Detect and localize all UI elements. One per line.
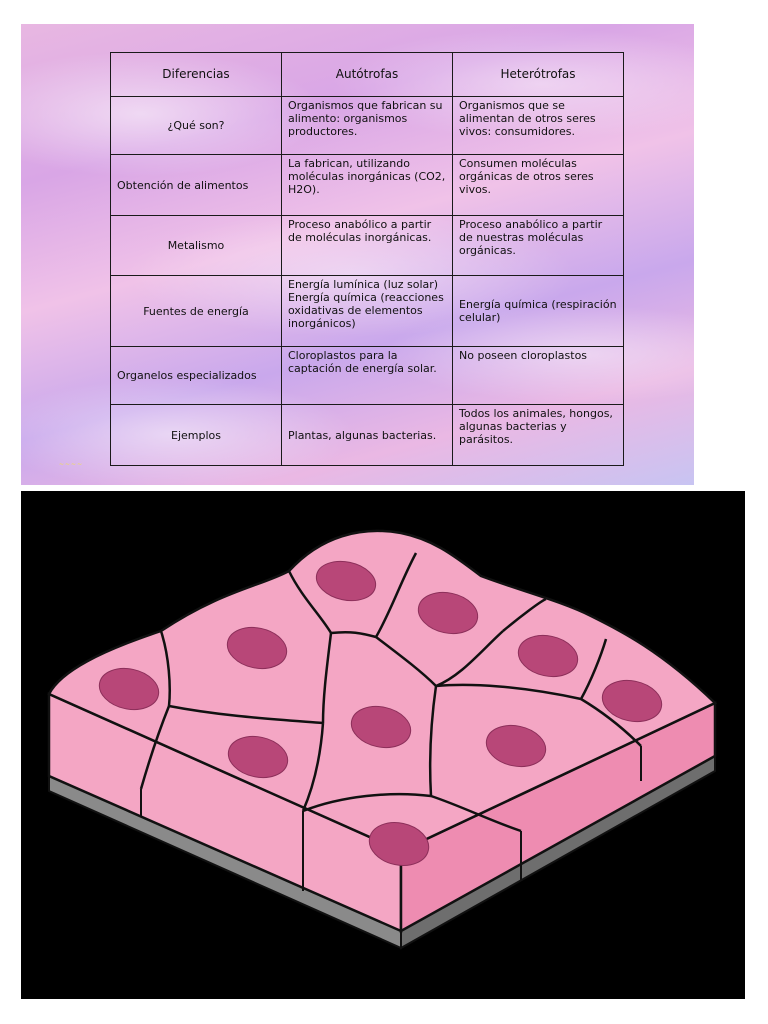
header-autotrofas: Autótrofas <box>282 53 453 97</box>
comparison-table-panel <box>21 24 694 485</box>
cell-autotrofas: Cloroplastos para la captación de energía solar. <box>282 347 453 405</box>
cell-autotrofas: La fabrican, utilizando moléculas inorgánicas (CO2, H2O). <box>282 155 453 216</box>
cell-heterotrofas: Energía química (respiración celular) <box>453 276 624 347</box>
table-row <box>111 216 624 276</box>
table-row <box>111 155 624 216</box>
row-label-metalismo: Metalismo <box>111 216 282 276</box>
header-diferencias: Diferencias <box>111 53 282 97</box>
cell-heterotrofas: Consumen moléculas orgánicas de otros seres vivos. <box>453 155 624 216</box>
epithelium-illustration-panel <box>21 491 745 999</box>
cell-heterotrofas: Organismos que se alimentan de otros seres vivos: consumidores. <box>453 97 624 155</box>
artist-signature-mark: ~~~~ <box>59 461 84 468</box>
comparison-table <box>110 52 624 466</box>
table-row <box>111 276 624 347</box>
table-row <box>111 405 624 466</box>
table-row <box>111 347 624 405</box>
cell-autotrofas: Plantas, algunas bacterias. <box>282 405 453 466</box>
row-label-ejemplos: Ejemplos <box>111 405 282 466</box>
cell-autotrofas: Organismos que fabrican su alimento: organismos productores. <box>282 97 453 155</box>
header-heterotrofas: Heterótrofas <box>453 53 624 97</box>
row-label-que-son: ¿Qué son? <box>111 97 282 155</box>
cell-autotrofas: Proceso anabólico a partir de moléculas inorgánicas. <box>282 216 453 276</box>
table-header-row <box>111 53 624 97</box>
row-label-obtencion: Obtención de alimentos <box>111 155 282 216</box>
table-row <box>111 97 624 155</box>
epithelium-illustration <box>21 491 745 999</box>
row-label-organelos: Organelos especializados <box>111 347 282 405</box>
cell-autotrofas: Energía lumínica (luz solar) Energía química (reacciones oxidativas de elementos inorgánicos) <box>282 276 453 347</box>
cell-heterotrofas: Proceso anabólico a partir de nuestras moléculas orgánicas. <box>453 216 624 276</box>
cell-heterotrofas: No poseen cloroplastos <box>453 347 624 405</box>
row-label-fuentes-energia: Fuentes de energía <box>111 276 282 347</box>
cell-heterotrofas: Todos los animales, hongos, algunas bacterias y parásitos. <box>453 405 624 466</box>
